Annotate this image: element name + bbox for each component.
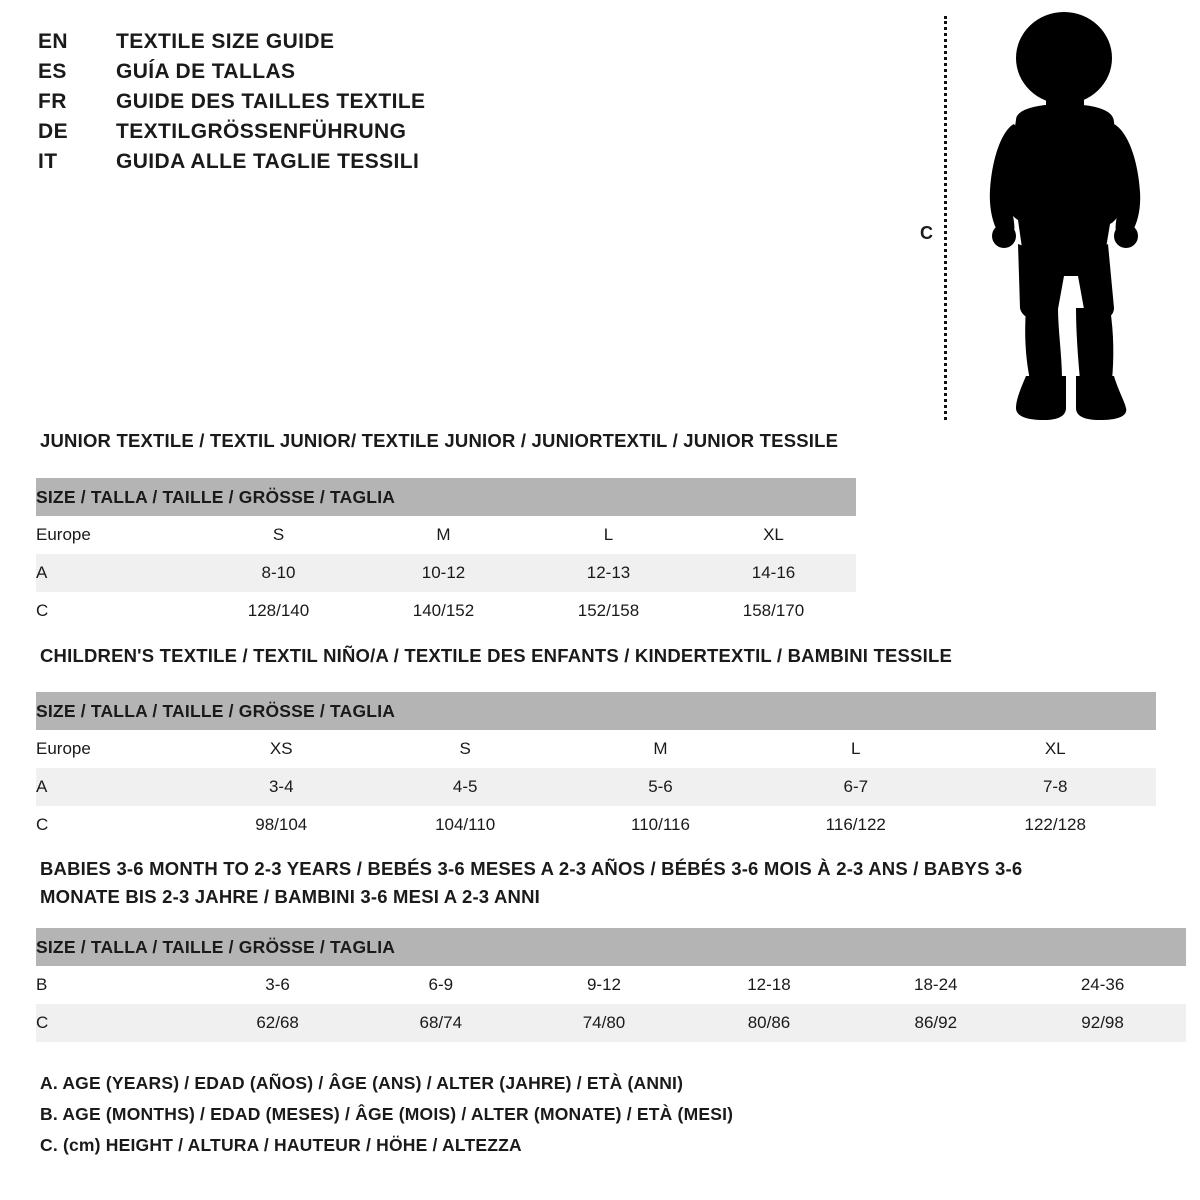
language-title: GUIDE DES TAILLES TEXTILE <box>116 90 426 113</box>
table-row <box>36 554 856 592</box>
row-label: A <box>36 554 196 592</box>
section-title-children: CHILDREN'S TEXTILE / TEXTIL NIÑO/A / TEXTILE DES ENFANTS / KINDERTEXTIL / BAMBINI TESSILE <box>40 645 952 666</box>
language-title: TEXTILE SIZE GUIDE <box>116 30 335 53</box>
cell: 24-36 <box>1019 966 1186 1004</box>
cell: 12-13 <box>526 554 691 592</box>
height-axis-label: C <box>920 223 933 243</box>
cell: L <box>757 730 954 768</box>
cell: S <box>366 730 563 768</box>
cell: 116/122 <box>757 806 954 844</box>
language-code: IT <box>38 150 58 173</box>
cell: 3-6 <box>196 966 359 1004</box>
cell: 18-24 <box>852 966 1019 1004</box>
row-label: C <box>36 806 196 844</box>
table-row <box>36 516 856 554</box>
cell: 86/92 <box>852 1004 1019 1042</box>
table-band-row <box>36 692 1156 730</box>
table-row <box>36 592 856 630</box>
language-row <box>38 90 638 114</box>
legend-block <box>40 1068 733 1161</box>
table-row <box>36 1004 1186 1042</box>
cell: XL <box>954 730 1156 768</box>
cell: XL <box>691 516 856 554</box>
cell: 9-12 <box>522 966 685 1004</box>
cell: 122/128 <box>954 806 1156 844</box>
legend-line-c: C. (cm) HEIGHT / ALTURA / HAUTEUR / HÖHE / ALTEZZA <box>40 1135 522 1155</box>
cell: 92/98 <box>1019 1004 1186 1042</box>
language-row <box>38 150 638 174</box>
table-band-row <box>36 478 856 516</box>
cell: 140/152 <box>361 592 526 630</box>
cell: 98/104 <box>196 806 366 844</box>
language-code: EN <box>38 30 68 53</box>
cell: 152/158 <box>526 592 691 630</box>
language-code: FR <box>38 90 67 113</box>
band-label: SIZE / TALLA / TAILLE / GRÖSSE / TAGLIA <box>36 692 1156 730</box>
cell: 5-6 <box>564 768 757 806</box>
section-title-junior: JUNIOR TEXTILE / TEXTIL JUNIOR/ TEXTILE JUNIOR / JUNIORTEXTIL / JUNIOR TESSILE <box>40 430 839 451</box>
cell: 68/74 <box>359 1004 522 1042</box>
cell: 14-16 <box>691 554 856 592</box>
language-title-block <box>38 30 638 180</box>
language-row <box>38 60 638 84</box>
cell: 158/170 <box>691 592 856 630</box>
table-row <box>36 768 1156 806</box>
cell: 74/80 <box>522 1004 685 1042</box>
cell: 7-8 <box>954 768 1156 806</box>
cell: 4-5 <box>366 768 563 806</box>
row-label: B <box>36 966 196 1004</box>
cell: 110/116 <box>564 806 757 844</box>
cell: L <box>526 516 691 554</box>
cell: 62/68 <box>196 1004 359 1042</box>
legend-line-a: A. AGE (YEARS) / EDAD (AÑOS) / ÂGE (ANS) / ALTER (JAHRE) / ETÀ (ANNI) <box>40 1073 684 1093</box>
cell: 8-10 <box>196 554 361 592</box>
junior-size-table <box>36 478 856 630</box>
language-row <box>38 30 638 54</box>
cell: M <box>361 516 526 554</box>
row-label: Europe <box>36 516 196 554</box>
language-title: GUÍA DE TALLAS <box>116 60 296 83</box>
cell: 128/140 <box>196 592 361 630</box>
cell: 104/110 <box>366 806 563 844</box>
table-band-row <box>36 928 1186 966</box>
band-label: SIZE / TALLA / TAILLE / GRÖSSE / TAGLIA <box>36 928 1186 966</box>
language-code: ES <box>38 60 67 83</box>
language-code: DE <box>38 120 68 143</box>
row-label: A <box>36 768 196 806</box>
cell: 10-12 <box>361 554 526 592</box>
language-title: GUIDA ALLE TAGLIE TESSILI <box>116 150 420 173</box>
row-label: C <box>36 592 196 630</box>
table-row <box>36 806 1156 844</box>
cell: M <box>564 730 757 768</box>
language-row <box>38 120 638 144</box>
band-label: SIZE / TALLA / TAILLE / GRÖSSE / TAGLIA <box>36 478 856 516</box>
children-size-table <box>36 692 1156 844</box>
section-title-babies: BABIES 3-6 MONTH TO 2-3 YEARS / BEBÉS 3-6 MESES A 2-3 AÑOS / BÉBÉS 3-6 MOIS À 2-3 ANS / BABYS 3-6 MONATE BIS 2-3 JAHRE / BAMBINI 3-6 MESI A 2-3 ANNI <box>40 858 1023 907</box>
cell: 12-18 <box>686 966 853 1004</box>
cell: 6-9 <box>359 966 522 1004</box>
cell: S <box>196 516 361 554</box>
table-row <box>36 966 1186 1004</box>
legend-line-b: B. AGE (MONTHS) / EDAD (MESES) / ÂGE (MOIS) / ALTER (MONATE) / ETÀ (MESI) <box>40 1104 734 1124</box>
row-label: C <box>36 1004 196 1042</box>
height-figure <box>900 8 1180 428</box>
cell: 80/86 <box>686 1004 853 1042</box>
row-label: Europe <box>36 730 196 768</box>
cell: XS <box>196 730 366 768</box>
babies-size-table <box>36 928 1186 1042</box>
language-title: TEXTILGRÖSSENFÜHRUNG <box>116 120 407 143</box>
child-silhouette-icon <box>946 8 1176 423</box>
cell: 3-4 <box>196 768 366 806</box>
cell: 6-7 <box>757 768 954 806</box>
table-row <box>36 730 1156 768</box>
